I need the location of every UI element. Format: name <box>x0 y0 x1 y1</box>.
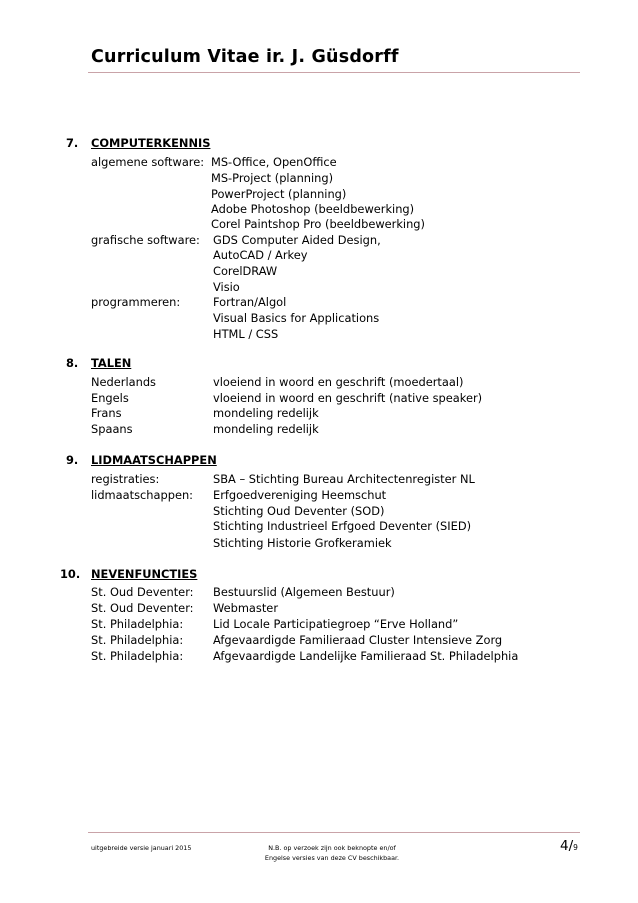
row-value: MS-Project (planning) <box>211 171 334 185</box>
row-value: mondeling redelijk <box>213 406 319 420</box>
row-label: St. Philadelphia: <box>91 633 184 647</box>
row-value: Corel Paintshop Pro (beeldbewerking) <box>211 217 425 231</box>
row-value: GDS Computer Aided Design, <box>213 233 381 247</box>
row-label: Frans <box>91 406 122 420</box>
row-label: registraties: <box>91 472 160 486</box>
list-item <box>91 584 611 600</box>
list-item <box>91 503 611 519</box>
section-title: LIDMAATSCHAPPEN <box>91 453 217 467</box>
list-item <box>91 600 611 616</box>
row-value: vloeiend in woord en geschrift (native speaker) <box>213 391 483 405</box>
list-item <box>91 326 611 342</box>
footer-divider <box>88 832 580 833</box>
row-value: Afgevaardigde Landelijke Familieraad St. Philadelphia <box>213 649 519 663</box>
section-title: TALEN <box>91 356 132 370</box>
header-divider <box>88 72 580 73</box>
page-title: Curriculum Vitae ir. J. Güsdorff <box>91 47 399 67</box>
row-value: AutoCAD / Arkey <box>213 248 308 262</box>
row-label: algemene software: <box>91 155 205 169</box>
row-label: Spaans <box>91 422 133 436</box>
page-current: 4/ <box>560 838 574 854</box>
row-label: St. Oud Deventer: <box>91 585 194 599</box>
list-item <box>91 279 611 295</box>
page-total: 9 <box>573 843 578 852</box>
list-item <box>91 216 611 232</box>
row-label: St. Philadelphia: <box>91 617 184 631</box>
page-number <box>560 838 578 854</box>
list-item <box>91 390 611 406</box>
list-item <box>91 518 611 534</box>
row-value: Adobe Photoshop (beeldbewerking) <box>211 202 415 216</box>
row-value: Fortran/Algol <box>213 295 287 309</box>
row-value: Stichting Industrieel Erfgoed Deventer (SIED) <box>213 519 472 533</box>
row-value: Erfgoedvereniging Heemschut <box>213 488 387 502</box>
row-label: lidmaatschappen: <box>91 488 194 502</box>
section-number: 9. <box>66 453 79 467</box>
list-item <box>91 648 611 664</box>
row-value: Visual Basics for Applications <box>213 311 380 325</box>
footer-note-line: N.B. op verzoek zijn ook beknopte en/of <box>268 844 396 852</box>
list-item <box>91 405 611 421</box>
list-item <box>91 471 611 487</box>
footer-note-line: Engelse versies van deze CV beschikbaar. <box>264 853 400 862</box>
row-label: Nederlands <box>91 375 156 389</box>
row-label: programmeren: <box>91 295 181 309</box>
row-value: Webmaster <box>213 601 279 615</box>
list-item <box>91 487 611 503</box>
section-number: 8. <box>66 356 79 370</box>
list-item <box>91 632 611 648</box>
footer-version: uitgebreide versie januari 2015 <box>91 844 192 852</box>
row-value: CorelDRAW <box>213 264 278 278</box>
list-item <box>91 310 611 326</box>
list-item <box>91 535 611 551</box>
row-value: MS-Office, OpenOffice <box>211 155 337 169</box>
row-label: grafische software: <box>91 233 200 247</box>
section-number: 10. <box>60 567 81 581</box>
list-item <box>91 247 611 263</box>
row-value: vloeiend in woord en geschrift (moedertaal) <box>213 375 464 389</box>
list-item <box>91 186 611 202</box>
row-value: SBA – Stichting Bureau Architectenregister NL <box>213 472 475 486</box>
list-item <box>91 421 611 437</box>
list-item <box>91 154 611 170</box>
row-value: Afgevaardigde Familieraad Cluster Intensieve Zorg <box>213 633 503 647</box>
row-value: PowerProject (planning) <box>211 187 347 201</box>
row-value: Lid Locale Participatiegroep “Erve Holland” <box>213 617 459 631</box>
section-title: COMPUTERKENNIS <box>91 136 211 150</box>
list-item <box>91 616 611 632</box>
row-value: Bestuurslid (Algemeen Bestuur) <box>213 585 395 599</box>
row-value: HTML / CSS <box>213 327 279 341</box>
row-label: St. Philadelphia: <box>91 649 184 663</box>
footer-note <box>252 844 412 863</box>
list-item <box>91 263 611 279</box>
list-item <box>91 201 611 217</box>
row-value: Stichting Historie Grofkeramiek <box>213 536 392 550</box>
section-number: 7. <box>66 136 79 150</box>
row-value: Stichting Oud Deventer (SOD) <box>213 504 385 518</box>
list-item <box>91 232 611 248</box>
row-label: Engels <box>91 391 129 405</box>
row-value: mondeling redelijk <box>213 422 319 436</box>
row-value: Visio <box>213 280 240 294</box>
list-item <box>91 374 611 390</box>
section-title: NEVENFUNCTIES <box>91 567 198 581</box>
list-item <box>91 294 611 310</box>
row-label: St. Oud Deventer: <box>91 601 194 615</box>
list-item <box>91 170 611 186</box>
